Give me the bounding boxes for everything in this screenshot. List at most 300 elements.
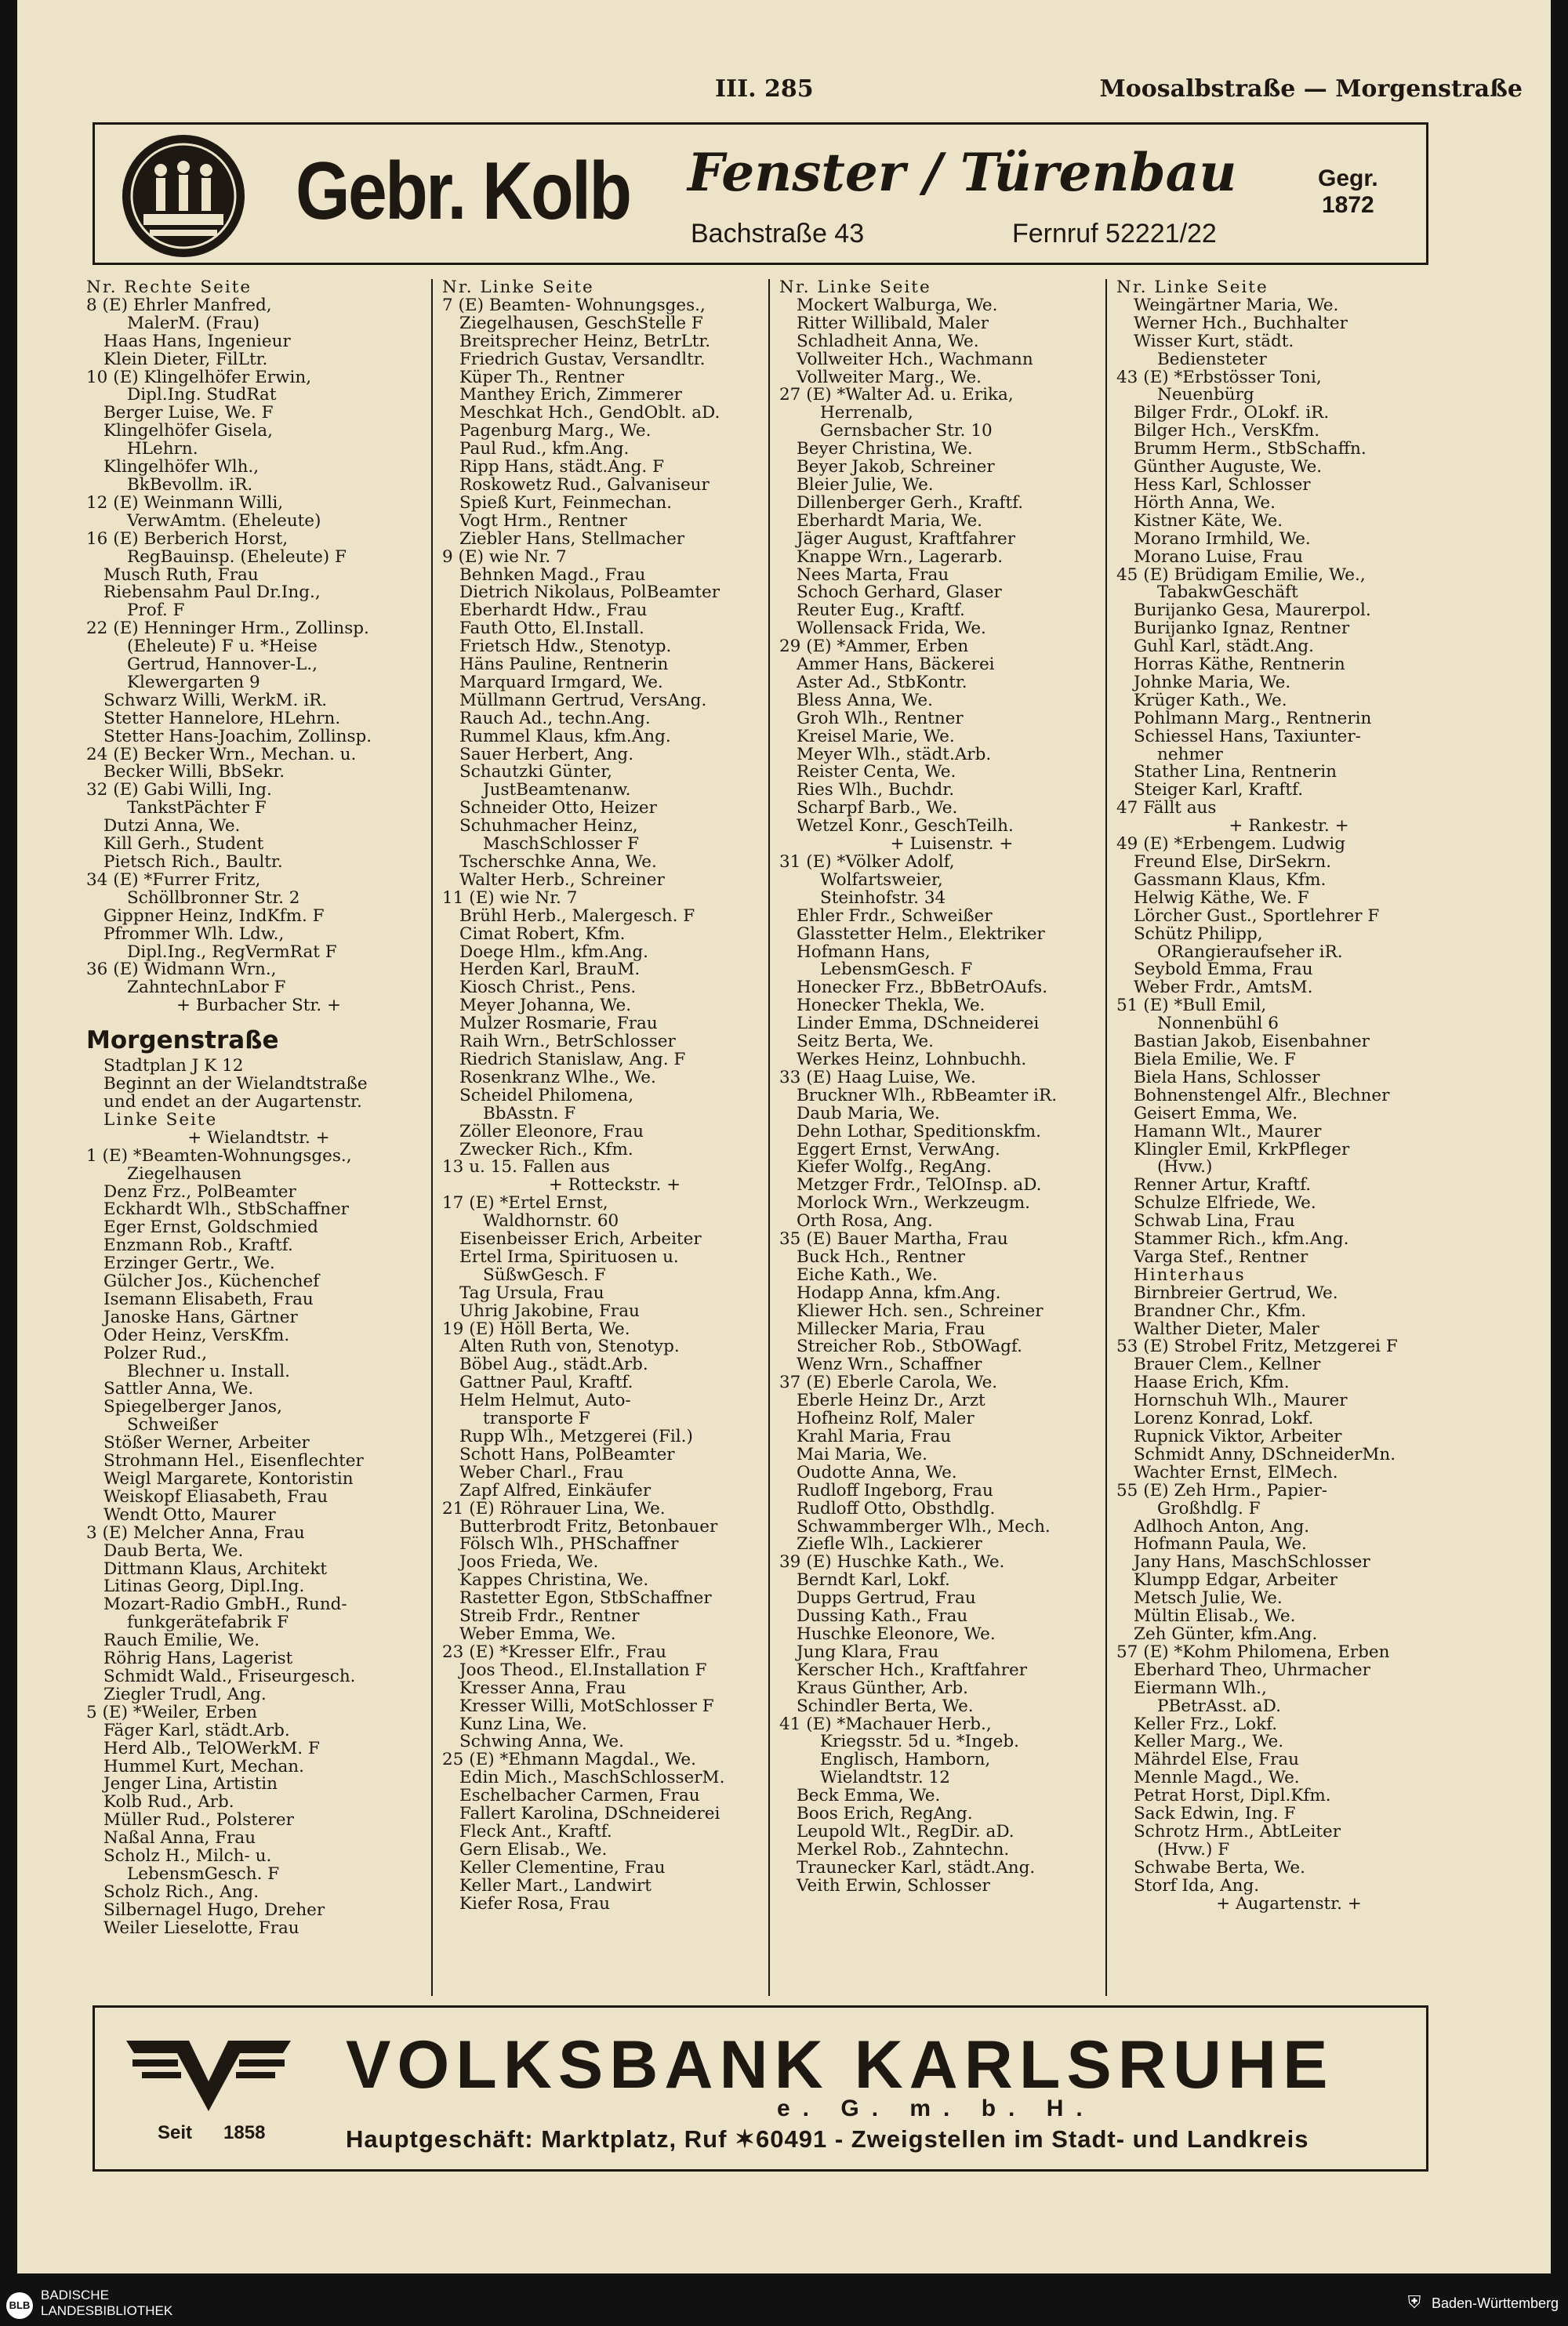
directory-line: Werner Hch., Buchhalter bbox=[1134, 314, 1348, 333]
directory-line: Meschkat Hch., GendOblt. aD. bbox=[459, 405, 720, 423]
directory-line: Stadtplan J K 12 bbox=[103, 1058, 244, 1076]
directory-line: Nonnenbühl 6 bbox=[1157, 1015, 1279, 1034]
directory-line: Joos Frieda, We. bbox=[459, 1554, 599, 1573]
library-name bbox=[41, 2288, 172, 2319]
directory-line: Dehn Lothar, Speditionskfm. bbox=[797, 1123, 1042, 1141]
directory-line: Bruckner Wlh., RbBeamter iR. bbox=[797, 1087, 1058, 1105]
directory-line: Müllmann Gertrud, VersAng. bbox=[459, 691, 707, 710]
directory-line: Kolb Rud., Arb. bbox=[103, 1794, 234, 1813]
directory-line: Brumm Herm., StbSchaffn. bbox=[1134, 441, 1367, 459]
directory-line: 27 (E) *Walter Ad. u. Erika, bbox=[779, 386, 1014, 405]
directory-line: Streicher Rob., StbOWagf. bbox=[797, 1338, 1022, 1357]
directory-line: Herrenalb, bbox=[820, 405, 913, 423]
directory-line: Eberhardt Maria, We. bbox=[797, 512, 983, 531]
directory-line: Hofheinz Rolf, Maler bbox=[797, 1410, 975, 1428]
directory-line: und endet an der Augartenstr. bbox=[103, 1093, 362, 1112]
directory-line: Walter Herb., Schreiner bbox=[459, 871, 665, 890]
directory-line: Rastetter Egon, StbSchaffner bbox=[459, 1590, 712, 1609]
directory-line: Gertrud, Hannover-L., bbox=[127, 656, 318, 674]
kolb-address: Bachstraße 43 bbox=[691, 219, 865, 249]
directory-line: Klewergarten 9 bbox=[127, 673, 260, 692]
directory-line: Schneider Otto, Heizer bbox=[459, 800, 657, 818]
directory-line: Kiefer Rosa, Frau bbox=[459, 1895, 610, 1914]
directory-line: 21 (E) Röhrauer Lina, We. bbox=[442, 1500, 666, 1519]
directory-line: Steinhofstr. 34 bbox=[820, 889, 946, 908]
column-header: Nr. Linke Seite bbox=[442, 279, 594, 297]
directory-line: funkgerätefabrik F bbox=[127, 1614, 289, 1633]
volksbank-advertisement bbox=[93, 2005, 1428, 2172]
kolb-trade: Fenster / Türenbau bbox=[688, 142, 1237, 203]
directory-line: Röhrig Hans, Lagerist bbox=[103, 1650, 293, 1668]
directory-line: 29 (E) *Ammer, Erben bbox=[779, 638, 969, 657]
directory-line: Stammer Rich., kfm.Ang. bbox=[1134, 1231, 1349, 1249]
directory-line: Vogt Hrm., Rentner bbox=[459, 512, 627, 531]
directory-line: Aster Ad., StbKontr. bbox=[797, 673, 967, 692]
directory-line: Weingärtner Maria, We. bbox=[1134, 296, 1339, 315]
directory-line: Ziefle Wlh., Lackierer bbox=[797, 1536, 982, 1555]
directory-line: Bilger Hch., VersKfm. bbox=[1134, 423, 1320, 441]
directory-line: 17 (E) *Ertel Ernst, bbox=[442, 1195, 608, 1214]
directory-line: Denz Frz., PolBeamter bbox=[103, 1183, 296, 1202]
directory-line: Wenz Wrn., Schaffner bbox=[797, 1356, 982, 1375]
directory-line: 43 (E) *Erbstösser Toni, bbox=[1116, 368, 1322, 387]
directory-line: (Hvw.) bbox=[1157, 1159, 1213, 1178]
directory-line: Kill Gerh., Student bbox=[103, 836, 264, 854]
directory-line: TankstPächter F bbox=[127, 800, 267, 818]
directory-line: 37 (E) Eberle Carola, We. bbox=[779, 1374, 998, 1393]
directory-line: 32 (E) Gabi Willi, Ing. bbox=[86, 782, 272, 800]
directory-line: Daub Maria, We. bbox=[797, 1105, 940, 1123]
volksbank-legal-form: e. G. m. b. H. bbox=[777, 2096, 1095, 2121]
directory-line: Manthey Erich, Zimmerer bbox=[459, 386, 682, 405]
directory-line: Gern Elisab., We. bbox=[459, 1841, 608, 1860]
volksbank-since-year: 1858 bbox=[223, 2122, 266, 2143]
directory-line: Leupold Wlt., RegDir. aD. bbox=[797, 1823, 1014, 1842]
directory-line: 55 (E) Zeh Hrm., Papier- bbox=[1116, 1482, 1327, 1500]
directory-line: Kappes Christina, We. bbox=[459, 1572, 649, 1591]
directory-line: Weber Charl., Frau bbox=[459, 1464, 624, 1482]
directory-line: 9 (E) wie Nr. 7 bbox=[442, 548, 567, 567]
directory-line: ZahntechnLabor F bbox=[127, 979, 286, 998]
directory-line: Friedrich Gustav, Versandltr. bbox=[459, 350, 706, 369]
directory-line: 7 (E) Beamten- Wohnungsges., bbox=[442, 296, 706, 315]
directory-line: Eggert Ernst, VerwAng. bbox=[797, 1141, 1000, 1159]
directory-line: 11 (E) wie Nr. 7 bbox=[442, 889, 578, 908]
directory-line: 45 (E) Brüdigam Emilie, We., bbox=[1116, 566, 1366, 585]
directory-line: Fauth Otto, El.Install. bbox=[459, 620, 644, 639]
directory-line: Hummel Kurt, Mechan. bbox=[103, 1758, 304, 1776]
directory-line: Ziegler Trudl, Ang. bbox=[103, 1686, 267, 1704]
directory-line: Schöllbronner Str. 2 bbox=[127, 889, 300, 908]
directory-line: Behnken Magd., Frau bbox=[459, 566, 646, 585]
directory-line: Strohmann Hel., Eisenflechter bbox=[103, 1453, 364, 1471]
directory-line: Kresser Willi, MotSchlosser F bbox=[459, 1697, 714, 1716]
directory-line: (Eheleute) F u. *Heise bbox=[127, 638, 318, 657]
directory-line: Lorenz Konrad, Lokf. bbox=[1134, 1410, 1314, 1428]
directory-line: 47 Fällt aus bbox=[1116, 800, 1217, 818]
directory-line: Dutzi Anna, We. bbox=[103, 818, 241, 836]
directory-line: Morlock Wrn., Werkzeugm. bbox=[797, 1195, 1030, 1214]
directory-line: Geisert Emma, We. bbox=[1134, 1105, 1298, 1123]
directory-line: Steiger Karl, Kraftf. bbox=[1134, 782, 1304, 800]
directory-line: VerwAmtm. (Eheleute) bbox=[127, 512, 321, 531]
directory-line: Ammer Hans, Bäckerei bbox=[797, 656, 995, 674]
directory-line: Schwab Lina, Frau bbox=[1134, 1213, 1295, 1232]
directory-line: Wolfartsweier, bbox=[820, 871, 943, 890]
directory-line: 49 (E) *Erbengem. Ludwig bbox=[1116, 836, 1346, 854]
directory-line: LebensmGesch. F bbox=[820, 961, 973, 980]
directory-line: Günther Auguste, We. bbox=[1134, 459, 1323, 477]
directory-line: BbAsstn. F bbox=[483, 1105, 576, 1123]
directory-line: Schott Hans, PolBeamter bbox=[459, 1446, 675, 1464]
directory-line: Johnke Maria, We. bbox=[1134, 673, 1291, 692]
directory-line: 36 (E) Widmann Wrn., bbox=[86, 961, 277, 980]
cross-street: + Augartenstr. + bbox=[1216, 1895, 1362, 1914]
directory-line: Wetzel Konr., GeschTeilh. bbox=[797, 818, 1014, 836]
directory-line: RegBauinsp. (Eheleute) F bbox=[127, 548, 347, 567]
volksbank-logo-icon bbox=[126, 2034, 291, 2113]
directory-line: Dittmann Klaus, Architekt bbox=[103, 1560, 328, 1579]
directory-line: Küper Th., Rentner bbox=[459, 368, 624, 387]
directory-line: Vollweiter Marg., We. bbox=[797, 368, 982, 387]
directory-line: Knappe Wrn., Lagerarb. bbox=[797, 548, 1004, 567]
directory-line: Kiefer Wolfg., RegAng. bbox=[797, 1159, 992, 1178]
library-name-line-1: BADISCHE bbox=[41, 2288, 109, 2302]
directory-line: PBetrAsst. aD. bbox=[1157, 1697, 1281, 1716]
directory-line: Riedrich Stanislaw, Ang. F bbox=[459, 1051, 686, 1069]
directory-line: JustBeamtenanw. bbox=[483, 782, 631, 800]
directory-line: Tscherschke Anna, We. bbox=[459, 854, 657, 872]
directory-line: Spiegelberger Janos, bbox=[103, 1399, 282, 1417]
directory-line: Helwig Käthe, We. F bbox=[1134, 889, 1309, 908]
directory-line: Silbernagel Hugo, Dreher bbox=[103, 1901, 325, 1920]
column-header: Nr. Rechte Seite bbox=[86, 279, 252, 297]
directory-line: Bless Anna, We. bbox=[797, 691, 933, 710]
directory-line: 1 (E) *Beamten-Wohnungsges., bbox=[86, 1147, 352, 1166]
directory-column-1 bbox=[86, 279, 431, 1938]
directory-line: Sattler Anna, We. bbox=[103, 1381, 254, 1399]
directory-line: Rupnick Viktor, Arbeiter bbox=[1134, 1428, 1342, 1446]
directory-line: Krahl Maria, Frau bbox=[797, 1428, 952, 1446]
directory-line: HLehrn. bbox=[127, 441, 198, 459]
directory-line: Werkes Heinz, Lohnbuchh. bbox=[797, 1051, 1027, 1069]
cross-street: + Wielandtstr. + bbox=[187, 1129, 330, 1148]
directory-line: Gülcher Jos., Küchenchef bbox=[103, 1273, 320, 1291]
directory-line: Streib Frdr., Rentner bbox=[459, 1608, 640, 1626]
directory-line: Kraus Günther, Arb. bbox=[797, 1679, 968, 1698]
directory-line: Cimat Robert, Kfm. bbox=[459, 925, 626, 944]
directory-line: Zapf Alfred, Einkäufer bbox=[459, 1482, 652, 1500]
directory-line: Traunecker Karl, städt.Ang. bbox=[797, 1859, 1036, 1878]
directory-line: Kresser Anna, Frau bbox=[459, 1679, 626, 1698]
directory-line: Brauer Clem., Kellner bbox=[1134, 1356, 1321, 1375]
directory-line: LebensmGesch. F bbox=[127, 1865, 280, 1884]
directory-line: Keller Mart., Landwirt bbox=[459, 1877, 652, 1896]
directory-line: Dipl.Ing., RegVermRat F bbox=[127, 943, 337, 962]
directory-line: Linder Emma, DSchneiderei bbox=[797, 1015, 1040, 1034]
directory-line: Eberhardt Hdw., Frau bbox=[459, 602, 648, 621]
directory-line: Schuhmacher Heinz, bbox=[459, 818, 638, 836]
directory-line: Seybold Emma, Frau bbox=[1134, 961, 1313, 980]
directory-line: Ziebler Hans, Stellmacher bbox=[459, 530, 685, 549]
directory-line: Merkel Rob., Zahntechn. bbox=[797, 1841, 1010, 1860]
directory-line: Reuter Eug., Kraftf. bbox=[797, 602, 965, 621]
directory-line: Dietrich Nikolaus, PolBeamter bbox=[459, 584, 720, 603]
kolb-founded bbox=[1318, 165, 1378, 219]
directory-line: Petrat Horst, Dipl.Kfm. bbox=[1134, 1787, 1331, 1806]
directory-line: Schwammberger Wlh., Mech. bbox=[797, 1518, 1051, 1537]
directory-line: Stößer Werner, Arbeiter bbox=[103, 1435, 310, 1453]
directory-line: Jung Klara, Frau bbox=[797, 1643, 939, 1662]
directory-column-4 bbox=[1116, 279, 1461, 1913]
directory-line: MaschSchlosser F bbox=[483, 836, 640, 854]
directory-line: Daub Berta, We. bbox=[103, 1542, 244, 1561]
directory-line: Mozart-Radio GmbH., Rund- bbox=[103, 1596, 347, 1615]
directory-line: Neuenbürg bbox=[1157, 386, 1254, 405]
library-name-line-2: LANDESBIBLIOTHEK bbox=[41, 2303, 173, 2318]
directory-line: Beck Emma, We. bbox=[797, 1787, 941, 1806]
directory-line: Gippner Heinz, IndKfm. F bbox=[103, 907, 325, 926]
directory-line: 16 (E) Berberich Horst, bbox=[86, 530, 289, 549]
library-logo: BLB bbox=[6, 2292, 33, 2319]
directory-line: Orth Rosa, Ang. bbox=[797, 1213, 933, 1232]
directory-line: 19 (E) Höll Berta, We. bbox=[442, 1320, 630, 1339]
volksbank-name: VOLKSBANK KARLSRUHE bbox=[346, 2027, 1334, 2103]
directory-line: Zöller Eleonore, Frau bbox=[459, 1123, 644, 1141]
column-divider bbox=[431, 279, 433, 1996]
directory-line: Herden Karl, BrauM. bbox=[459, 961, 641, 980]
street-range: Moosalbstraße — Morgenstraße bbox=[1099, 75, 1523, 103]
directory-line: 3 (E) Melcher Anna, Frau bbox=[86, 1524, 305, 1543]
directory-line: Wachter Ernst, ElMech. bbox=[1134, 1464, 1338, 1482]
directory-line: (Hvw.) F bbox=[1157, 1841, 1230, 1860]
directory-line: Eger Ernst, Goldschmied bbox=[103, 1219, 318, 1238]
directory-line: Rudloff Otto, Obsthdlg. bbox=[797, 1500, 996, 1519]
directory-line: Polzer Rud., bbox=[103, 1344, 208, 1363]
footer-bar bbox=[0, 2280, 1568, 2326]
directory-line: Rudloff Ingeborg, Frau bbox=[797, 1482, 993, 1500]
directory-line: Burijanko Gesa, Maurerpol. bbox=[1134, 602, 1371, 621]
directory-line: Eberle Heinz Dr., Arzt bbox=[797, 1392, 985, 1411]
directory-line: Wielandtstr. 12 bbox=[820, 1769, 950, 1788]
directory-line: Enzmann Rob., Kraftf. bbox=[103, 1237, 293, 1256]
directory-line: Metsch Julie, We. bbox=[1134, 1590, 1283, 1609]
directory-line: Hörth Anna, We. bbox=[1134, 494, 1276, 513]
directory-line: Fallert Karolina, DSchneiderei bbox=[459, 1805, 720, 1823]
directory-line: Großhdlg. F bbox=[1157, 1500, 1261, 1519]
directory-line: Scholz Rich., Ang. bbox=[103, 1883, 260, 1902]
directory-line: Reister Centa, We. bbox=[797, 764, 956, 782]
directory-line: Morano Irmhild, We. bbox=[1134, 530, 1311, 549]
directory-line: 51 (E) *Bull Emil, bbox=[1116, 997, 1267, 1016]
directory-line: Bleier Julie, We. bbox=[797, 476, 934, 495]
directory-line: Freund Else, DirSekrn. bbox=[1134, 854, 1332, 872]
directory-line: Dussing Kath., Frau bbox=[797, 1608, 968, 1626]
directory-line: Weiler Lieselotte, Frau bbox=[103, 1919, 299, 1938]
directory-line: Stather Lina, Rentnerin bbox=[1134, 764, 1337, 782]
directory-line: Pagenburg Marg., We. bbox=[459, 423, 652, 441]
directory-line: Stetter Hannelore, HLehrn. bbox=[103, 709, 341, 728]
directory-line: Ripp Hans, städt.Ang. F bbox=[459, 459, 664, 477]
directory-line: Renner Artur, Kraftf. bbox=[1134, 1177, 1312, 1196]
directory-line: Hornschuh Wlh., Maurer bbox=[1134, 1392, 1348, 1411]
directory-line: Brandner Chr., Kfm. bbox=[1134, 1302, 1307, 1321]
directory-line: Ries Wlh., Buchdr. bbox=[797, 782, 955, 800]
cross-street: + Rotteckstr. + bbox=[548, 1177, 681, 1196]
directory-line: 10 (E) Klingelhöfer Erwin, bbox=[86, 368, 312, 387]
directory-line: Weber Frdr., AmtsM. bbox=[1134, 979, 1313, 998]
directory-line: Alten Ruth von, Stenotyp. bbox=[459, 1338, 680, 1357]
directory-line: 57 (E) *Kohm Philomena, Erben bbox=[1116, 1643, 1390, 1662]
cross-street: + Luisenstr. + bbox=[890, 836, 1014, 854]
directory-line: Kistner Käte, We. bbox=[1134, 512, 1283, 531]
column-divider bbox=[768, 279, 770, 1996]
directory-line: Klumpp Edgar, Arbeiter bbox=[1134, 1572, 1338, 1591]
directory-line: Keller Marg., We. bbox=[1134, 1733, 1284, 1752]
directory-line: Eckhardt Wlh., StbSchaffner bbox=[103, 1201, 349, 1220]
directory-line: Krüger Kath., We. bbox=[1134, 691, 1287, 710]
directory-line: 34 (E) *Furrer Fritz, bbox=[86, 871, 261, 890]
directory-line: Wisser Kurt, städt. bbox=[1134, 332, 1294, 351]
directory-line: Dillenberger Gerh., Kraftf. bbox=[797, 494, 1024, 513]
volksbank-since bbox=[158, 2122, 265, 2144]
directory-line: Kliewer Hch. sen., Schreiner bbox=[797, 1302, 1044, 1321]
directory-line: Hamann Wlt., Maurer bbox=[1134, 1123, 1322, 1141]
directory-line: Kerscher Hch., Kraftfahrer bbox=[797, 1661, 1028, 1680]
volksbank-address-line: Hauptgeschäft: Marktplatz, Ruf ✶60491 - Zweigstellen im Stadt- und Landkreis bbox=[346, 2125, 1309, 2153]
column-header: Nr. Linke Seite bbox=[779, 279, 931, 297]
directory-line: Müller Rud., Polsterer bbox=[103, 1812, 294, 1831]
directory-line: Oudotte Anna, We. bbox=[797, 1464, 957, 1482]
directory-line: Schmidt Wald., Friseurgesch. bbox=[103, 1667, 356, 1686]
directory-line: Mültin Elisab., We. bbox=[1134, 1608, 1296, 1626]
directory-line: Eschelbacher Carmen, Frau bbox=[459, 1787, 700, 1806]
directory-line: Uhrig Jakobine, Frau bbox=[459, 1302, 640, 1321]
directory-line: Bilger Frdr., OLokf. iR. bbox=[1134, 405, 1330, 423]
directory-line: Walther Dieter, Maler bbox=[1134, 1320, 1319, 1339]
directory-line: Schoch Gerhard, Glaser bbox=[797, 584, 1002, 603]
directory-line: Gernsbacher Str. 10 bbox=[820, 423, 993, 441]
directory-line: 24 (E) Becker Wrn., Mechan. u. bbox=[86, 746, 357, 764]
directory-line: Biela Emilie, We. F bbox=[1134, 1051, 1296, 1069]
directory-line: transporte F bbox=[483, 1410, 590, 1428]
directory-line: Meyer Johanna, We. bbox=[459, 997, 632, 1016]
volksbank-since-label: Seit bbox=[158, 2122, 193, 2143]
directory-line: Eisenbeisser Erich, Arbeiter bbox=[459, 1231, 702, 1249]
directory-line: Dupps Gertrud, Frau bbox=[797, 1590, 976, 1609]
directory-line: ORangieraufseher iR. bbox=[1157, 943, 1343, 962]
directory-line: Eberhard Theo, Uhrmacher bbox=[1134, 1661, 1370, 1680]
kolb-logo-icon bbox=[120, 132, 247, 259]
kolb-phone: Fernruf 52221/22 bbox=[1012, 219, 1217, 249]
column-header: Hinterhaus bbox=[1134, 1266, 1246, 1285]
directory-line: Naßal Anna, Frau bbox=[103, 1830, 256, 1849]
directory-line: Morano Luise, Frau bbox=[1134, 548, 1303, 567]
directory-line: Rauch Ad., techn.Ang. bbox=[459, 709, 651, 728]
directory-line: Lörcher Gust., Sportlehrer F bbox=[1134, 907, 1380, 926]
directory-line: Litinas Georg, Dipl.Ing. bbox=[103, 1578, 305, 1597]
directory-line: Beyer Jakob, Schreiner bbox=[797, 459, 995, 477]
directory-line: Ritter Willibald, Maler bbox=[797, 314, 989, 333]
cross-street: + Rankestr. + bbox=[1229, 818, 1349, 836]
directory-line: Kreisel Marie, We. bbox=[797, 728, 955, 746]
directory-line: 31 (E) *Völker Adolf, bbox=[779, 854, 955, 872]
directory-line: Schulze Elfriede, We. bbox=[1134, 1195, 1316, 1214]
directory-line: 23 (E) *Kresser Elfr., Frau bbox=[442, 1643, 667, 1662]
directory-line: Berndt Karl, Lokf. bbox=[797, 1572, 950, 1591]
directory-line: Berger Luise, We. F bbox=[103, 405, 274, 423]
directory-line: Adlhoch Anton, Ang. bbox=[1134, 1518, 1310, 1537]
directory-line: Bohnenstengel Alfr., Blechner bbox=[1134, 1087, 1390, 1105]
directory-line: Blechner u. Install. bbox=[127, 1363, 290, 1381]
directory-line: Waldhornstr. 60 bbox=[483, 1213, 619, 1232]
directory-line: Nees Marta, Frau bbox=[797, 566, 949, 585]
column-divider bbox=[1105, 279, 1107, 1996]
directory-line: Mährdel Else, Frau bbox=[1134, 1751, 1300, 1770]
directory-line: Sack Edwin, Ing. F bbox=[1134, 1805, 1296, 1823]
directory-line: nehmer bbox=[1157, 746, 1223, 764]
directory-line: Schmidt Anny, DSchneiderMn. bbox=[1134, 1446, 1396, 1464]
directory-line: Raih Wrn., BetrSchlosser bbox=[459, 1033, 676, 1051]
directory-line: Mockert Walburga, We. bbox=[797, 296, 998, 315]
directory-line: Schindler Berta, We. bbox=[797, 1697, 974, 1716]
directory-line: Meyer Wlh., städt.Arb. bbox=[797, 746, 992, 764]
directory-line: Klingelhöfer Wlh., bbox=[103, 459, 260, 477]
directory-line: Klingler Emil, KrkPfleger bbox=[1134, 1141, 1350, 1159]
state-name: Baden-Württemberg bbox=[1432, 2295, 1559, 2311]
directory-line: Scholz H., Milch- u. bbox=[103, 1848, 272, 1866]
directory-line: Jany Hans, MaschSchlosser bbox=[1134, 1554, 1370, 1573]
directory-line: Ziegelhausen, GeschStelle F bbox=[459, 314, 703, 333]
directory-line: Jenger Lina, Artistin bbox=[103, 1776, 278, 1794]
directory-line: Glasstetter Helm., Elektriker bbox=[797, 925, 1045, 944]
kolb-advertisement bbox=[93, 122, 1428, 265]
directory-line: Spieß Kurt, Feinmechan. bbox=[459, 494, 672, 513]
directory-line: Joos Theod., El.Installation F bbox=[459, 1661, 707, 1680]
directory-line: Weiskopf Eliasabeth, Frau bbox=[103, 1488, 328, 1507]
directory-line: Rauch Emilie, We. bbox=[103, 1632, 260, 1651]
directory-line: Veith Erwin, Schlosser bbox=[797, 1877, 990, 1896]
directory-line: Roskowetz Rud., Galvaniseur bbox=[459, 476, 710, 495]
directory-line: Seitz Berta, We. bbox=[797, 1033, 934, 1051]
directory-line: Herd Alb., TelOWerkM. F bbox=[103, 1740, 320, 1758]
directory-line: Weber Emma, We. bbox=[459, 1625, 616, 1644]
directory-line: Riebensahm Paul Dr.Ing., bbox=[103, 584, 321, 603]
directory-column-2 bbox=[442, 279, 787, 1913]
directory-line: Rummel Klaus, kfm.Ang. bbox=[459, 728, 671, 746]
directory-line: 41 (E) *Machauer Herb., bbox=[779, 1715, 992, 1734]
directory-line: Helm Helmut, Auto- bbox=[459, 1392, 631, 1411]
directory-line: Pietsch Rich., Baultr. bbox=[103, 854, 283, 872]
directory-line: Haase Erich, Kfm. bbox=[1134, 1374, 1290, 1393]
directory-line: Zeh Günter, kfm.Ang. bbox=[1134, 1625, 1318, 1644]
directory-line: Scheidel Philomena, bbox=[459, 1087, 634, 1105]
directory-line: 35 (E) Bauer Martha, Frau bbox=[779, 1231, 1008, 1249]
directory-line: Schwabe Berta, We. bbox=[1134, 1859, 1305, 1878]
directory-line: Marquard Irmgard, We. bbox=[459, 673, 663, 692]
directory-line: Schwing Anna, We. bbox=[459, 1733, 624, 1752]
directory-line: Hess Karl, Schlosser bbox=[1134, 476, 1311, 495]
directory-line: Rosenkranz Wlhe., We. bbox=[459, 1069, 656, 1087]
street-title: Morgenstraße bbox=[86, 1026, 279, 1055]
directory-line: Buck Hch., Rentner bbox=[797, 1248, 965, 1267]
directory-line: Prof. F bbox=[127, 602, 185, 621]
kolb-founded-label: Gegr. bbox=[1318, 165, 1378, 191]
directory-line: Oder Heinz, VersKfm. bbox=[103, 1326, 290, 1345]
directory-line: Butterbrodt Fritz, Betonbauer bbox=[459, 1518, 718, 1537]
directory-line: Scharpf Barb., We. bbox=[797, 800, 958, 818]
directory-line: Varga Stef., Rentner bbox=[1134, 1248, 1308, 1267]
